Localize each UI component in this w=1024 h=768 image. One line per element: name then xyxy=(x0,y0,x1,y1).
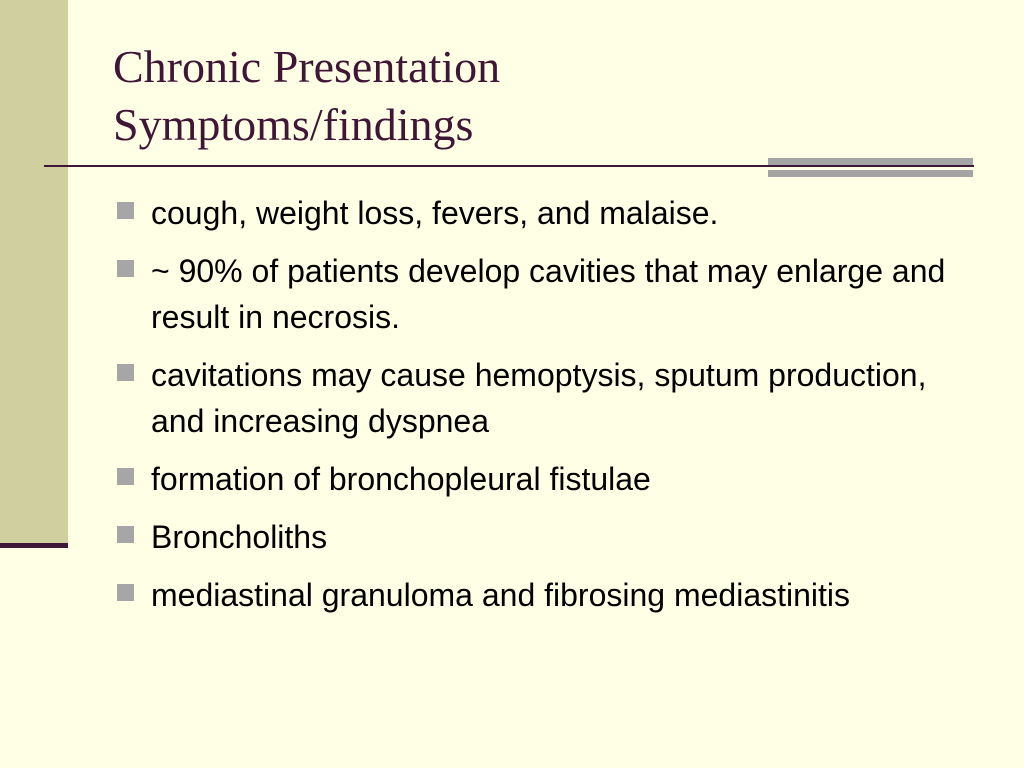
list-item xyxy=(117,190,947,236)
bullet-text: cough, weight loss, fevers, and malaise. xyxy=(151,195,719,231)
square-bullet-icon xyxy=(117,526,134,543)
list-item xyxy=(117,572,947,618)
bullet-text: mediastinal granuloma and fibrosing mediastinitis xyxy=(151,577,851,613)
bullet-text: formation of bronchopleural fistulae xyxy=(151,461,651,497)
left-accent-bar xyxy=(0,543,68,548)
square-bullet-icon xyxy=(117,584,134,601)
square-bullet-icon xyxy=(117,202,134,219)
list-item xyxy=(117,248,947,340)
bullet-text: Broncholiths xyxy=(151,519,328,555)
accent-bar-upper xyxy=(768,158,973,165)
left-decorative-band xyxy=(0,0,68,543)
bullet-text: ~ 90% of patients develop cavities that may enlarge and result in necrosis. xyxy=(151,253,946,335)
title-line-2: Symptoms/findings xyxy=(113,99,474,150)
list-item xyxy=(117,352,947,444)
bullet-text: cavitations may cause hemoptysis, sputum production, and increasing dyspnea xyxy=(151,357,927,439)
title-line-1: Chronic Presentation xyxy=(113,41,501,92)
list-item xyxy=(117,514,947,560)
bullet-list xyxy=(117,190,947,630)
square-bullet-icon xyxy=(117,364,134,381)
title-accent-bars xyxy=(768,158,973,178)
list-item xyxy=(117,456,947,502)
accent-bar-lower xyxy=(768,170,973,177)
square-bullet-icon xyxy=(117,260,134,277)
square-bullet-icon xyxy=(117,468,134,485)
slide-title xyxy=(113,38,500,154)
